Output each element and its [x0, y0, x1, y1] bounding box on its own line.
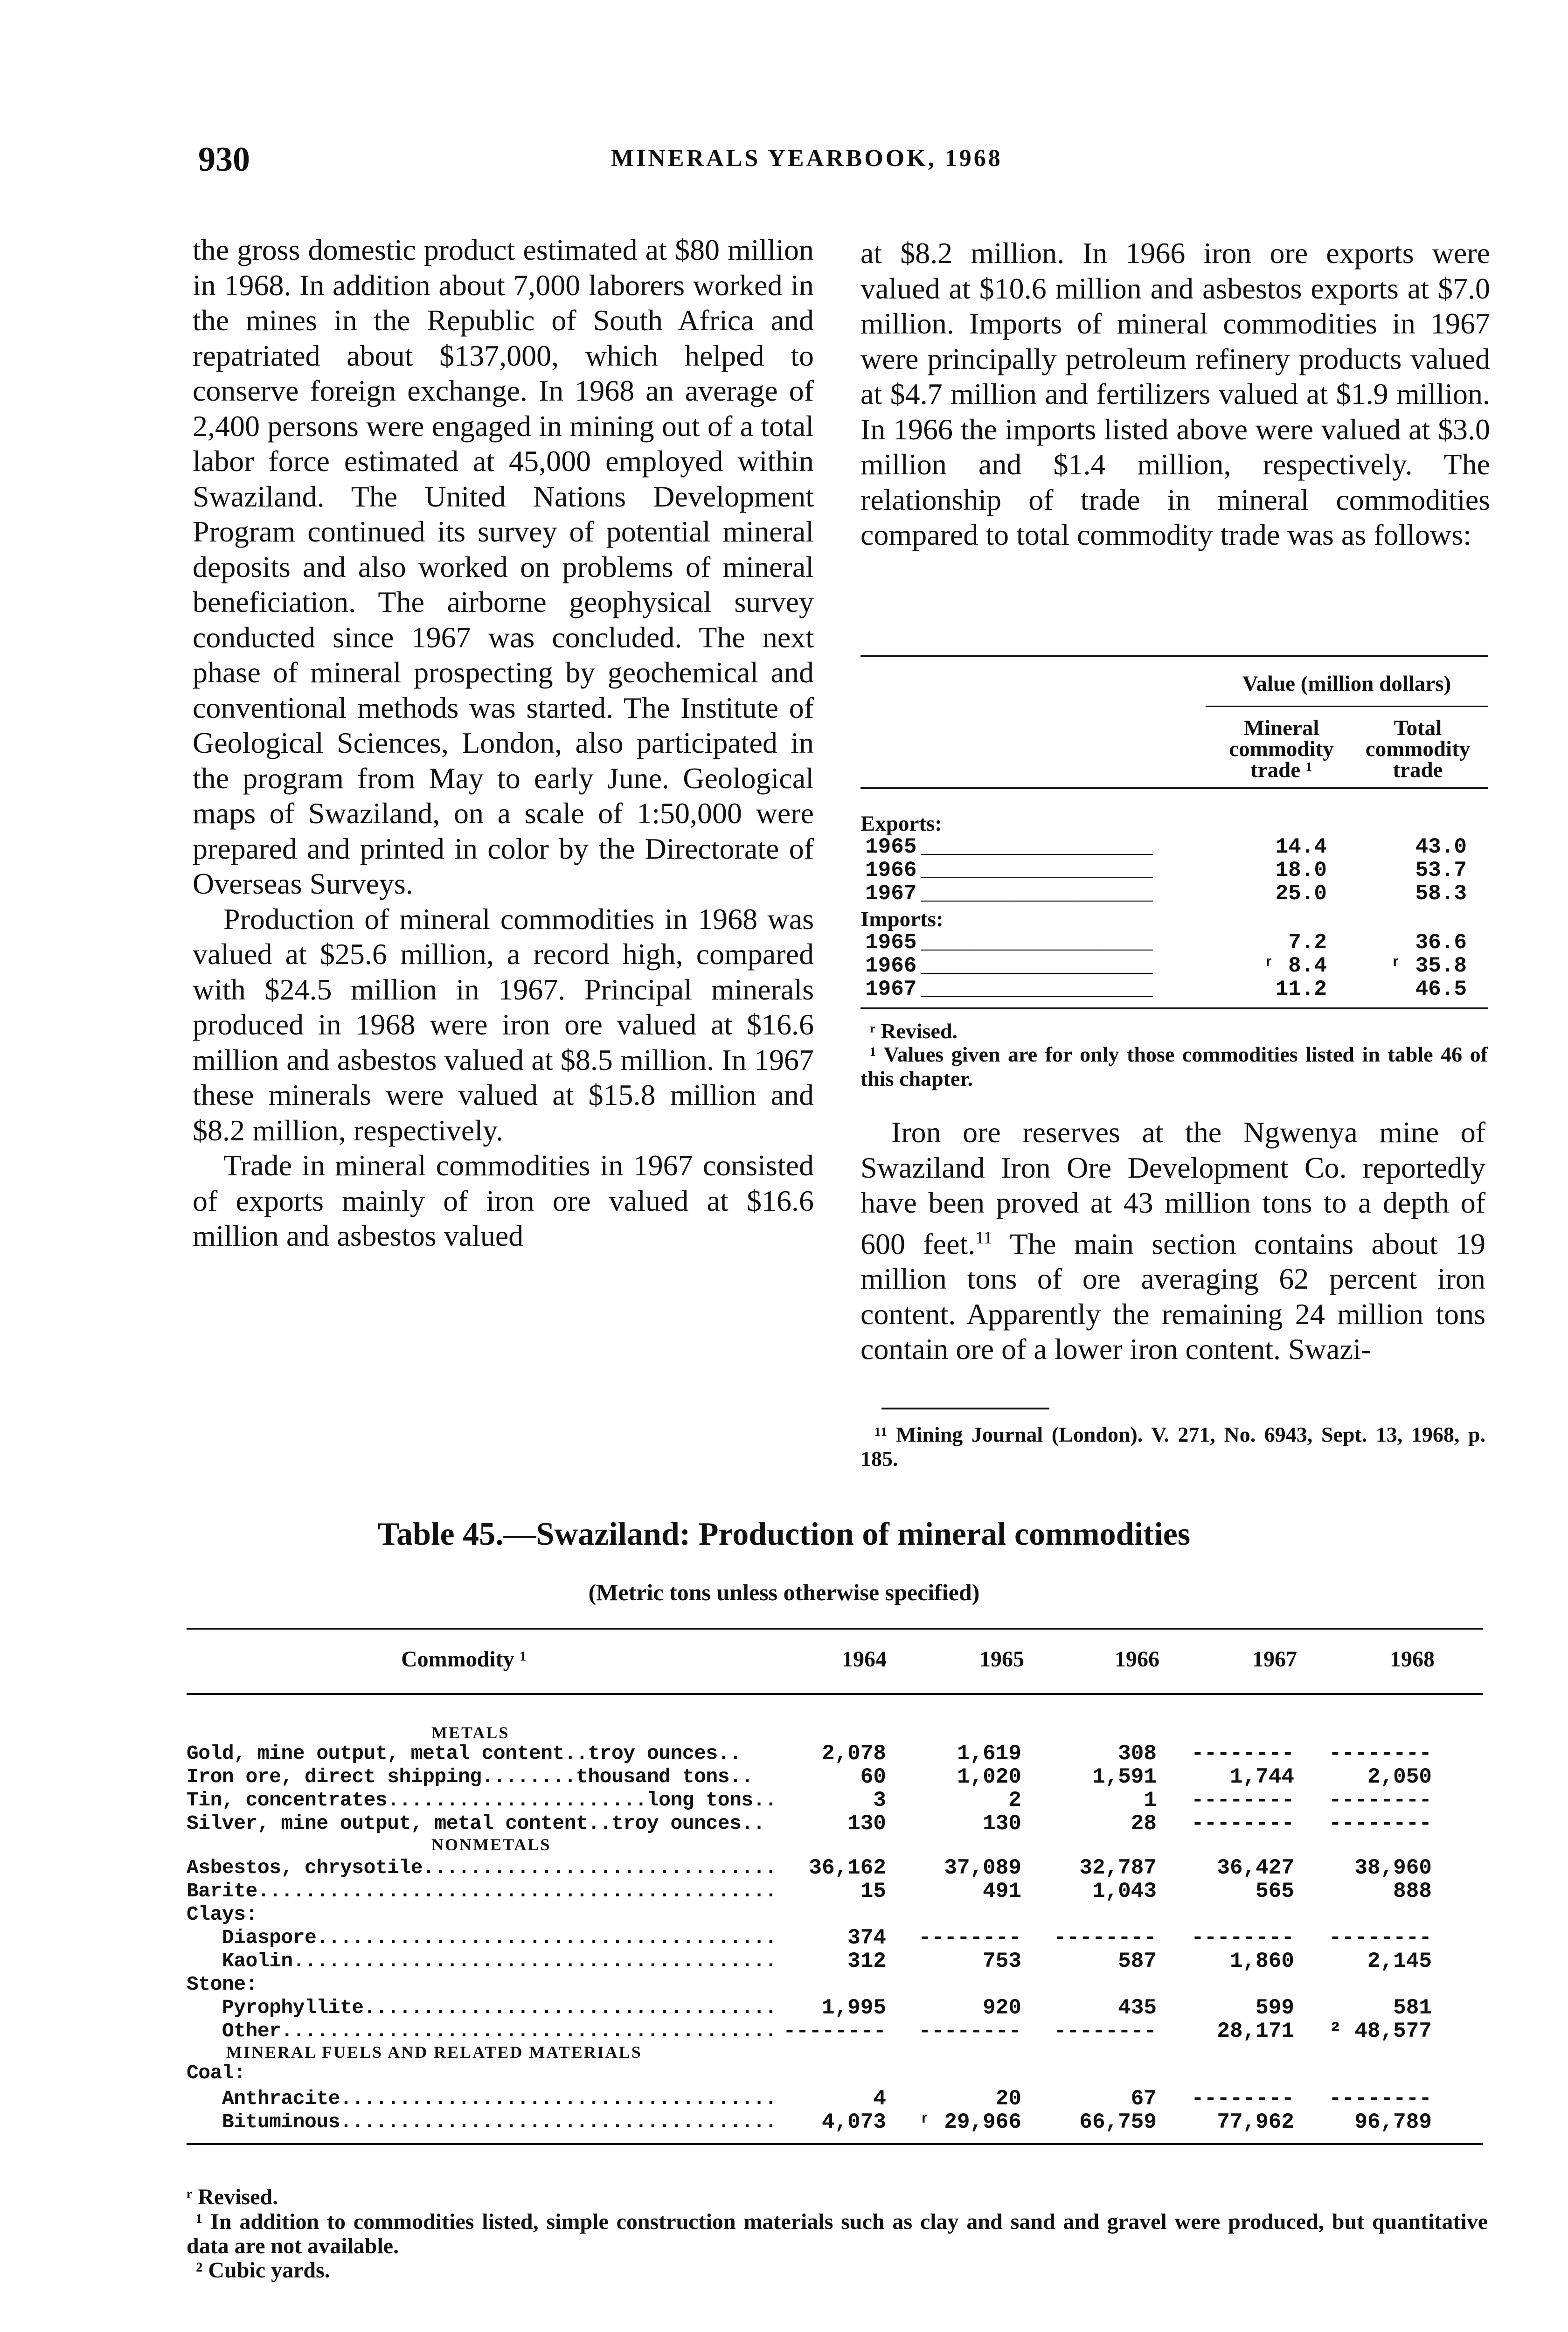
production-rule-head	[187, 1693, 1483, 1695]
cell-1968: --------	[1329, 1742, 1432, 1766]
section-fuels: MINERAL FUELS AND RELATED MATERIALS	[226, 2043, 642, 2061]
row-label: Stone:	[187, 1973, 257, 1996]
row-label: Other..........................................	[187, 2020, 777, 2042]
cell-1967: 28,171	[1217, 2019, 1294, 2043]
cell-1965: --------	[918, 1926, 1021, 1950]
left-column	[193, 232, 814, 1254]
table-row	[187, 1880, 1483, 1903]
trade-export-total: 53.7	[1415, 858, 1467, 882]
trade-leader: __________________	[921, 977, 1153, 1001]
row-label: Pyrophyllite...................................	[187, 1996, 777, 2019]
trade-rule-sub	[1206, 706, 1488, 707]
cell-1967: --------	[1191, 1811, 1294, 1836]
page-number: 930	[198, 140, 250, 179]
cell-1964: 4,073	[821, 2110, 886, 2134]
trade-import-total: ʳ 35.8	[1389, 954, 1467, 978]
trade-import-mineral: 11.2	[1275, 977, 1327, 1001]
cell-1965: ʳ 29,966	[918, 2110, 1021, 2134]
cell-1967: 77,962	[1217, 2110, 1294, 2134]
section-heading	[187, 1833, 1483, 1856]
cell-1964: 2,078	[821, 1742, 886, 1766]
table-row	[187, 1765, 1483, 1789]
cell-1965: 1,619	[957, 1742, 1021, 1766]
trade-col2-h3: trade	[1393, 758, 1443, 782]
cell-1968: ² 48,577	[1329, 2019, 1432, 2043]
table-row	[187, 1996, 1483, 2020]
trade-import-year: 1967	[865, 977, 917, 1001]
cell-1964: 4	[873, 2087, 886, 2111]
table-row	[187, 2020, 1483, 2043]
cell-1965: 37,089	[944, 1856, 1021, 1880]
right-paragraph-1: at $8.2 million. In 1966 iron ore exports were valued at $10.6 million and asbestos exports at $7.0 million. Imports of mineral commodities in 1967 were principally petroleum refinery products valued at $4.7 million and fertilizers valued at $1.9 million. In 1966 the imports listed above were valued at $3.0 million and $1.4 million, respectively. The relationship of trade in mineral commodities compared to total commodity trade was as follows:	[860, 236, 1490, 551]
production-col-year: 1965	[979, 1647, 1024, 1672]
cell-1966: --------	[1054, 1926, 1157, 1950]
cell-1967: 599	[1256, 1996, 1294, 2020]
cell-1968: --------	[1329, 1926, 1432, 1950]
trade-value-header: Value (million dollars)	[1242, 672, 1451, 696]
cell-1965: 130	[983, 1811, 1021, 1836]
trade-import-year: 1965	[865, 930, 917, 955]
trade-note-1: ¹ Values given are for only those commodities listed in table 46 of this chapter.	[860, 1042, 1488, 1090]
row-label: Silver, mine output, metal content..troy ounces..	[187, 1812, 765, 1835]
cell-1966: 67	[1131, 2087, 1157, 2111]
left-paragraph-1: the gross domestic product estimated at $80 million in 1968. In addition about 7,000 laborers worked in the mines in the Republic of South Africa and repatriated about $137,000, which helped to conserve foreign exchange. In 1968 an average of 2,400 persons were engaged in mining out of a total labor force estimated at 45,000 employed within Swaziland. The United Nations Development Program continued its survey of potential mineral deposits and also worked on problems of mineral beneficiation. The airborne geophysical survey conducted since 1967 was concluded. The next phase of mineral prospecting by geochemical and conventional methods was started. The Institute of Geological Sciences, London, also participated in the program from May to early June. Geological maps of Swaziland, on a scale of 1:50,000 were prepared and printed in color by the Directorate of Overseas Surveys.	[193, 233, 814, 900]
table-row	[187, 1789, 1483, 1812]
trade-import-year: 1966	[865, 954, 917, 978]
cell-1966: 32,787	[1079, 1856, 1157, 1880]
cell-1967: 1,744	[1229, 1765, 1294, 1789]
section-nonmetals: NONMETALS	[431, 1835, 551, 1854]
trade-col2-h1: Total	[1394, 716, 1442, 740]
production-col-commodity: Commodity ¹	[401, 1647, 527, 1672]
trade-col1-h1: Mineral	[1243, 716, 1319, 740]
cell-1965: --------	[918, 2019, 1021, 2043]
trade-export-total: 58.3	[1415, 881, 1467, 906]
cell-1968: 96,789	[1354, 2110, 1432, 2134]
trade-import-total: 46.5	[1415, 977, 1467, 1001]
cell-1966: 1,043	[1092, 1879, 1157, 1903]
table-row	[187, 1856, 1483, 1880]
table-row	[187, 2110, 1483, 2134]
right-paragraph-2-text-a: Iron ore reserves at the Ngwenya mine of Swaziland Iron Ore Development Co. reportedly have been proved at 43 million tons to a depth of 600 feet.	[860, 1116, 1485, 1260]
table-row	[187, 1742, 1483, 1765]
cell-1967: --------	[1191, 1742, 1294, 1766]
left-paragraph-3: Trade in mineral commodities in 1967 consisted of exports mainly of iron ore valued at $16.6 million and asbestos valued	[193, 1149, 814, 1252]
cell-1965: 1,020	[957, 1765, 1021, 1789]
cell-1964: 15	[860, 1879, 886, 1903]
cell-1965: 20	[995, 2087, 1021, 2111]
left-paragraph-2: Production of mineral commodities in 1968 was valued at $25.6 million, a record high, compared with $24.5 million in 1967. Principal minerals produced in 1968 were iron ore valued at $16.6 million and asbestos valued at $8.5 million. In 1967 these minerals were valued at $15.8 million and $8.2 million, respectively.	[193, 902, 814, 1147]
cell-1964: 312	[847, 1949, 886, 1973]
cell-1967: --------	[1191, 1926, 1294, 1950]
cell-1965: 2	[1008, 1788, 1021, 1812]
cell-1968: 2,145	[1367, 1949, 1432, 1973]
right-paragraph-2	[860, 1115, 1485, 1367]
right-column-middle	[860, 1115, 1485, 1367]
trade-leader: __________________	[921, 881, 1153, 906]
cell-1965: 920	[983, 1996, 1021, 2020]
cell-1964: 1,995	[821, 1996, 886, 2020]
section-heading	[187, 2040, 1483, 2064]
trade-export-year: 1965	[865, 835, 917, 859]
production-footnote-1: ¹ In addition to commodities listed, simple construction materials such as clay and sand and gravel were produced, but quantitative data are not available.	[187, 2209, 1488, 2258]
production-col-year: 1964	[842, 1647, 887, 1672]
row-label: Clays:	[187, 1903, 257, 1926]
row-label: Anthracite.....................................	[187, 2087, 777, 2110]
page-header	[0, 140, 1568, 182]
table-row	[187, 1950, 1483, 1973]
row-label: Bituminous.....................................	[187, 2110, 777, 2133]
table-row	[187, 2087, 1483, 2110]
table-45-subtitle: (Metric tons unless otherwise specified)	[588, 1579, 980, 1605]
trade-col1-h3: trade ¹	[1250, 758, 1312, 782]
cell-1964: 60	[860, 1765, 886, 1789]
trade-leader: __________________	[921, 858, 1153, 882]
table-row	[187, 1973, 1483, 1996]
row-label: Diaspore.......................................	[187, 1926, 777, 1949]
production-col-year: 1968	[1390, 1647, 1435, 1672]
row-label: Tin, concentrates......................long tons..	[187, 1789, 777, 1811]
cell-1965: 491	[983, 1879, 1021, 1903]
cell-1967: 565	[1256, 1879, 1294, 1903]
trade-import-mineral: 7.2	[1288, 930, 1327, 955]
trade-exports-label: Exports:	[860, 812, 942, 836]
cell-1964: 130	[847, 1811, 886, 1836]
cell-1967: 1,860	[1229, 1949, 1294, 1973]
production-col-year: 1967	[1252, 1647, 1297, 1672]
production-footnote-2: ² Cubic yards.	[196, 2258, 330, 2283]
footnote-11: ¹¹ Mining Journal (London). V. 271, No. 6943, Sept. 13, 1968, p. 185.	[860, 1423, 1485, 1471]
cell-1968: --------	[1329, 2087, 1432, 2111]
cell-1968: 581	[1393, 1996, 1432, 2020]
cell-1966: 587	[1118, 1949, 1157, 1973]
trade-rule-head	[860, 787, 1488, 789]
row-label: Gold, mine output, metal content..troy ounces..	[187, 1742, 742, 1765]
production-footnote-revised: ʳ Revised.	[187, 2185, 278, 2209]
trade-export-mineral: 14.4	[1275, 835, 1327, 859]
cell-1964: 3	[873, 1788, 886, 1812]
trade-export-mineral: 18.0	[1275, 858, 1327, 882]
row-label: Asbestos, chrysotile..............................	[187, 1856, 777, 1879]
trade-leader: __________________	[921, 835, 1153, 859]
cell-1966: 66,759	[1079, 2110, 1157, 2134]
table-row	[187, 1926, 1483, 1950]
cell-1966: 308	[1118, 1742, 1157, 1766]
trade-import-total: 36.6	[1415, 930, 1467, 955]
cell-1968: --------	[1329, 1788, 1432, 1812]
trade-col2-h2: commodity	[1365, 737, 1471, 761]
trade-leader: __________________	[921, 954, 1153, 978]
cell-1965: 753	[983, 1949, 1021, 1973]
cell-1964: 374	[847, 1926, 886, 1950]
cell-1967: --------	[1191, 1788, 1294, 1812]
cell-1968: 888	[1393, 1879, 1432, 1903]
cell-1964: 36,162	[809, 1856, 886, 1880]
production-col-year: 1966	[1115, 1647, 1159, 1672]
running-title: MINERALS YEARBOOK, 1968	[611, 145, 1003, 172]
trade-leader: __________________	[921, 930, 1153, 955]
trade-note-revised: ʳ Revised.	[870, 1019, 958, 1043]
trade-rule-top	[860, 655, 1488, 657]
right-paragraph-2-text-b: The main section contains about 19 million tons of ore averaging 62 percent iron content. Apparently the remaining 24 million tons contain ore of a lower iron content. Swazi-	[860, 1227, 1486, 1366]
cell-1964: --------	[783, 2019, 886, 2043]
cell-1966: 1	[1144, 1788, 1157, 1812]
cell-1968: 2,050	[1367, 1765, 1432, 1789]
trade-imports-label: Imports:	[860, 907, 944, 931]
trade-import-mineral: ʳ 8.4	[1262, 954, 1327, 978]
trade-col1-h2: commodity	[1229, 737, 1334, 761]
footnote-ref-11: 11	[975, 1228, 992, 1248]
cell-1967: 36,427	[1217, 1856, 1294, 1880]
row-label: Iron ore, direct shipping........thousand tons..	[187, 1765, 753, 1788]
cell-1968: 38,960	[1354, 1856, 1432, 1880]
cell-1967: --------	[1191, 2087, 1294, 2111]
cell-1966: --------	[1054, 2019, 1157, 2043]
trade-export-mineral: 25.0	[1275, 881, 1327, 906]
row-label: Barite............................................	[187, 1880, 777, 1902]
cell-1966: 1,591	[1092, 1765, 1157, 1789]
table-45-title: Table 45.—Swaziland: Production of mineral commodities	[377, 1516, 1191, 1552]
cell-1966: 28	[1131, 1811, 1157, 1836]
footnote-separator	[881, 1408, 1049, 1409]
trade-export-year: 1967	[865, 881, 917, 906]
trade-export-year: 1966	[865, 858, 917, 882]
table-row	[187, 1812, 1483, 1835]
table-row	[187, 1903, 1483, 1926]
row-label: Kaolin.........................................	[187, 1950, 777, 1972]
right-column-top	[860, 236, 1490, 553]
production-rule-bottom	[187, 2143, 1483, 2145]
production-rule-top	[187, 1628, 1483, 1630]
row-label: Coal:	[187, 2061, 246, 2084]
section-heading	[187, 1721, 1483, 1744]
table-row	[187, 2061, 1483, 2085]
cell-1966: 435	[1118, 1996, 1157, 2020]
section-metals: METALS	[431, 1723, 510, 1742]
trade-rule-bottom	[860, 1007, 1488, 1009]
trade-export-total: 43.0	[1415, 835, 1467, 859]
cell-1968: --------	[1329, 1811, 1432, 1836]
